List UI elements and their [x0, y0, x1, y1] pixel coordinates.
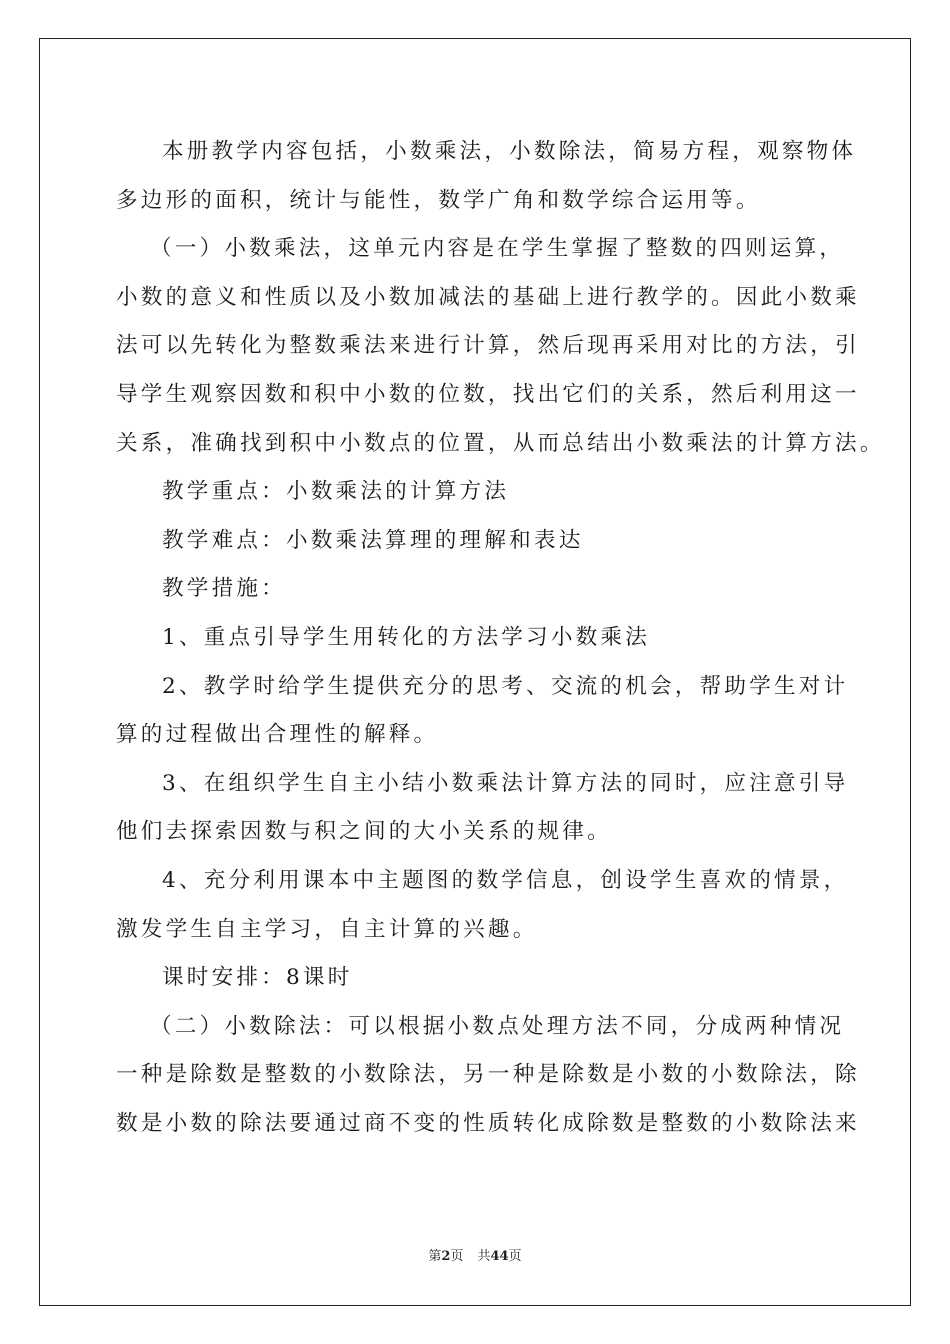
text-line: 3、在组织学生自主小结小数乘法计算方法的同时，应注意引导 [162, 770, 849, 796]
text-line: 导学生观察因数和积中小数的位数，找出它们的关系，然后利用这一 [116, 381, 860, 407]
text-line: 他们去探索因数与积之间的大小关系的规律。 [116, 819, 612, 845]
text-line: 小数的意义和性质以及小数加减法的基础上进行教学的。因此小数乘 [116, 284, 860, 310]
text-line: 课时安排：8课时 [162, 965, 353, 991]
text-line: 教学重点：小数乘法的计算方法 [162, 479, 510, 505]
text-line: （一）小数乘法，这单元内容是在学生掌握了整数的四则运算， [150, 236, 845, 262]
text-line: 1、重点引导学生用转化的方法学习小数乘法 [162, 624, 651, 650]
total-prefix: 共 [477, 1249, 491, 1264]
document-body [116, 128, 885, 1148]
text-line: 法可以先转化为整数乘法来进行计算，然后现再采用对比的方法，引 [116, 333, 860, 359]
text-line: 2、教学时给学生提供充分的思考、交流的机会，帮助学生对计 [162, 673, 849, 699]
text-line: 一种是除数是整数的小数除法，另一种是除数是小数的小数除法，除 [116, 1062, 860, 1088]
text-line: 教学难点：小数乘法算理的理解和表达 [162, 527, 584, 553]
page-current: 2 [441, 1249, 451, 1264]
page-suffix: 页 [450, 1249, 464, 1264]
text-line: （二）小数除法：可以根据小数点处理方法不同，分成两种情况 [150, 1013, 845, 1039]
text-line: 算的过程做出合理性的解释。 [116, 722, 439, 748]
text-line: 关系，准确找到积中小数点的位置，从而总结出小数乘法的计算方法。 [116, 430, 885, 456]
page-footer [0, 1245, 950, 1264]
total-suffix: 页 [508, 1249, 522, 1264]
text-line: 激发学生自主学习，自主计算的兴趣。 [116, 916, 538, 942]
text-line: 本册教学内容包括，小数乘法，小数除法，简易方程，观察物体 [162, 139, 857, 164]
page-total: 44 [490, 1249, 509, 1264]
text-line: 数是小数的除法要通过商不变的性质转化成除数是整数的小数除法来 [116, 1110, 860, 1136]
text-line: 教学措施： [162, 576, 286, 602]
text-line: 4、充分利用课本中主题图的数学信息，创设学生喜欢的情景， [162, 867, 849, 893]
text-line: 多边形的面积，统计与能性，数学广角和数学综合运用等。 [116, 187, 761, 213]
page-prefix: 第 [428, 1249, 442, 1264]
